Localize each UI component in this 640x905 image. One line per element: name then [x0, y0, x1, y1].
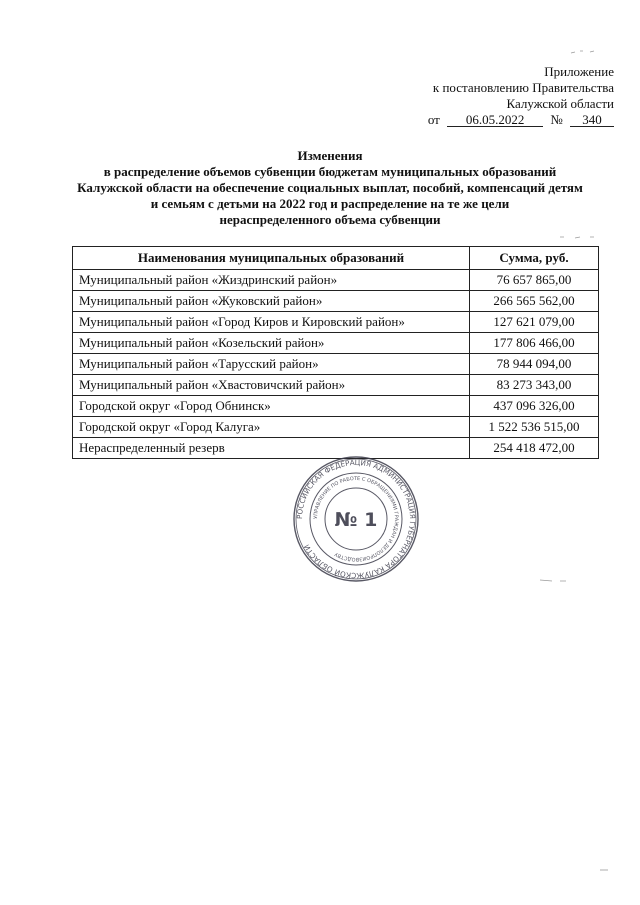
row-name: Городской округ «Город Калуга»	[73, 417, 470, 438]
row-sum: 1 522 536 515,00	[470, 417, 599, 438]
row-sum: 254 418 472,00	[470, 438, 599, 459]
row-sum: 78 944 094,00	[470, 354, 599, 375]
title-heading: Изменения	[297, 148, 363, 163]
title-line: нераспределенного объема субвенции	[219, 212, 441, 227]
seal-outer-text: РОССИЙСКАЯ ФЕДЕРАЦИЯ АДМИНИСТРАЦИЯ ГУБЕРНАТОРА КАЛУЖСКОЙ ОБЛАСТИ	[294, 457, 418, 581]
row-name: Муниципальный район «Город Киров и Кировский район»	[73, 312, 470, 333]
table-row	[73, 417, 599, 438]
table-row	[73, 375, 599, 396]
table-row	[73, 396, 599, 417]
from-label: от	[427, 112, 440, 127]
seal-number: № 1	[334, 509, 378, 531]
row-name: Муниципальный район «Жуковский район»	[73, 291, 470, 312]
seal-inner-text: УПРАВЛЕНИЕ ПО РАБОТЕ С ОБРАЩЕНИЯМИ ГРАЖДАН И ДЕЛОПРОИЗВОДСТВУ	[312, 475, 400, 563]
row-sum: 266 565 562,00	[470, 291, 599, 312]
official-seal-stamp	[292, 455, 420, 583]
row-sum: 76 657 865,00	[470, 270, 599, 291]
row-sum: 437 096 326,00	[470, 396, 599, 417]
row-name: Муниципальный район «Тарусский район»	[73, 354, 470, 375]
row-name: Муниципальный район «Жиздринский район»	[73, 270, 470, 291]
resolution-date: 06.05.2022	[447, 113, 543, 127]
row-name: Муниципальный район «Козельский район»	[73, 333, 470, 354]
date-number-line	[428, 112, 614, 128]
row-sum: 127 621 079,00	[470, 312, 599, 333]
title-line: Калужской области на обеспечение социальных выплат, пособий, компенсаций детям	[77, 180, 583, 195]
table-row	[73, 270, 599, 291]
row-name: Городской округ «Город Обнинск»	[73, 396, 470, 417]
title-line: в распределение объемов субвенции бюджетам муниципальных образований	[103, 164, 557, 179]
number-label: №	[550, 112, 563, 127]
column-header-name: Наименования муниципальных образований	[73, 247, 470, 270]
column-header-sum: Сумма, руб.	[470, 247, 599, 270]
row-sum: 177 806 466,00	[470, 333, 599, 354]
row-name: Нераспределенный резерв	[73, 438, 470, 459]
resolution-label: к постановлению Правительства	[432, 80, 614, 95]
resolution-number: 340	[570, 113, 614, 127]
row-name: Муниципальный район «Хвастовичский район»	[73, 375, 470, 396]
appendix-label: Приложение	[544, 64, 614, 79]
table-row	[73, 312, 599, 333]
table-row	[73, 291, 599, 312]
row-sum: 83 273 343,00	[470, 375, 599, 396]
region-label: Калужской области	[506, 96, 614, 111]
appendix-header	[428, 64, 614, 128]
table-row	[73, 354, 599, 375]
table-row	[73, 333, 599, 354]
title-line: и семьям с детьми на 2022 год и распределение на те же цели	[150, 196, 510, 211]
distribution-table	[72, 246, 599, 459]
document-title	[60, 148, 600, 228]
table-header-row	[73, 247, 599, 270]
